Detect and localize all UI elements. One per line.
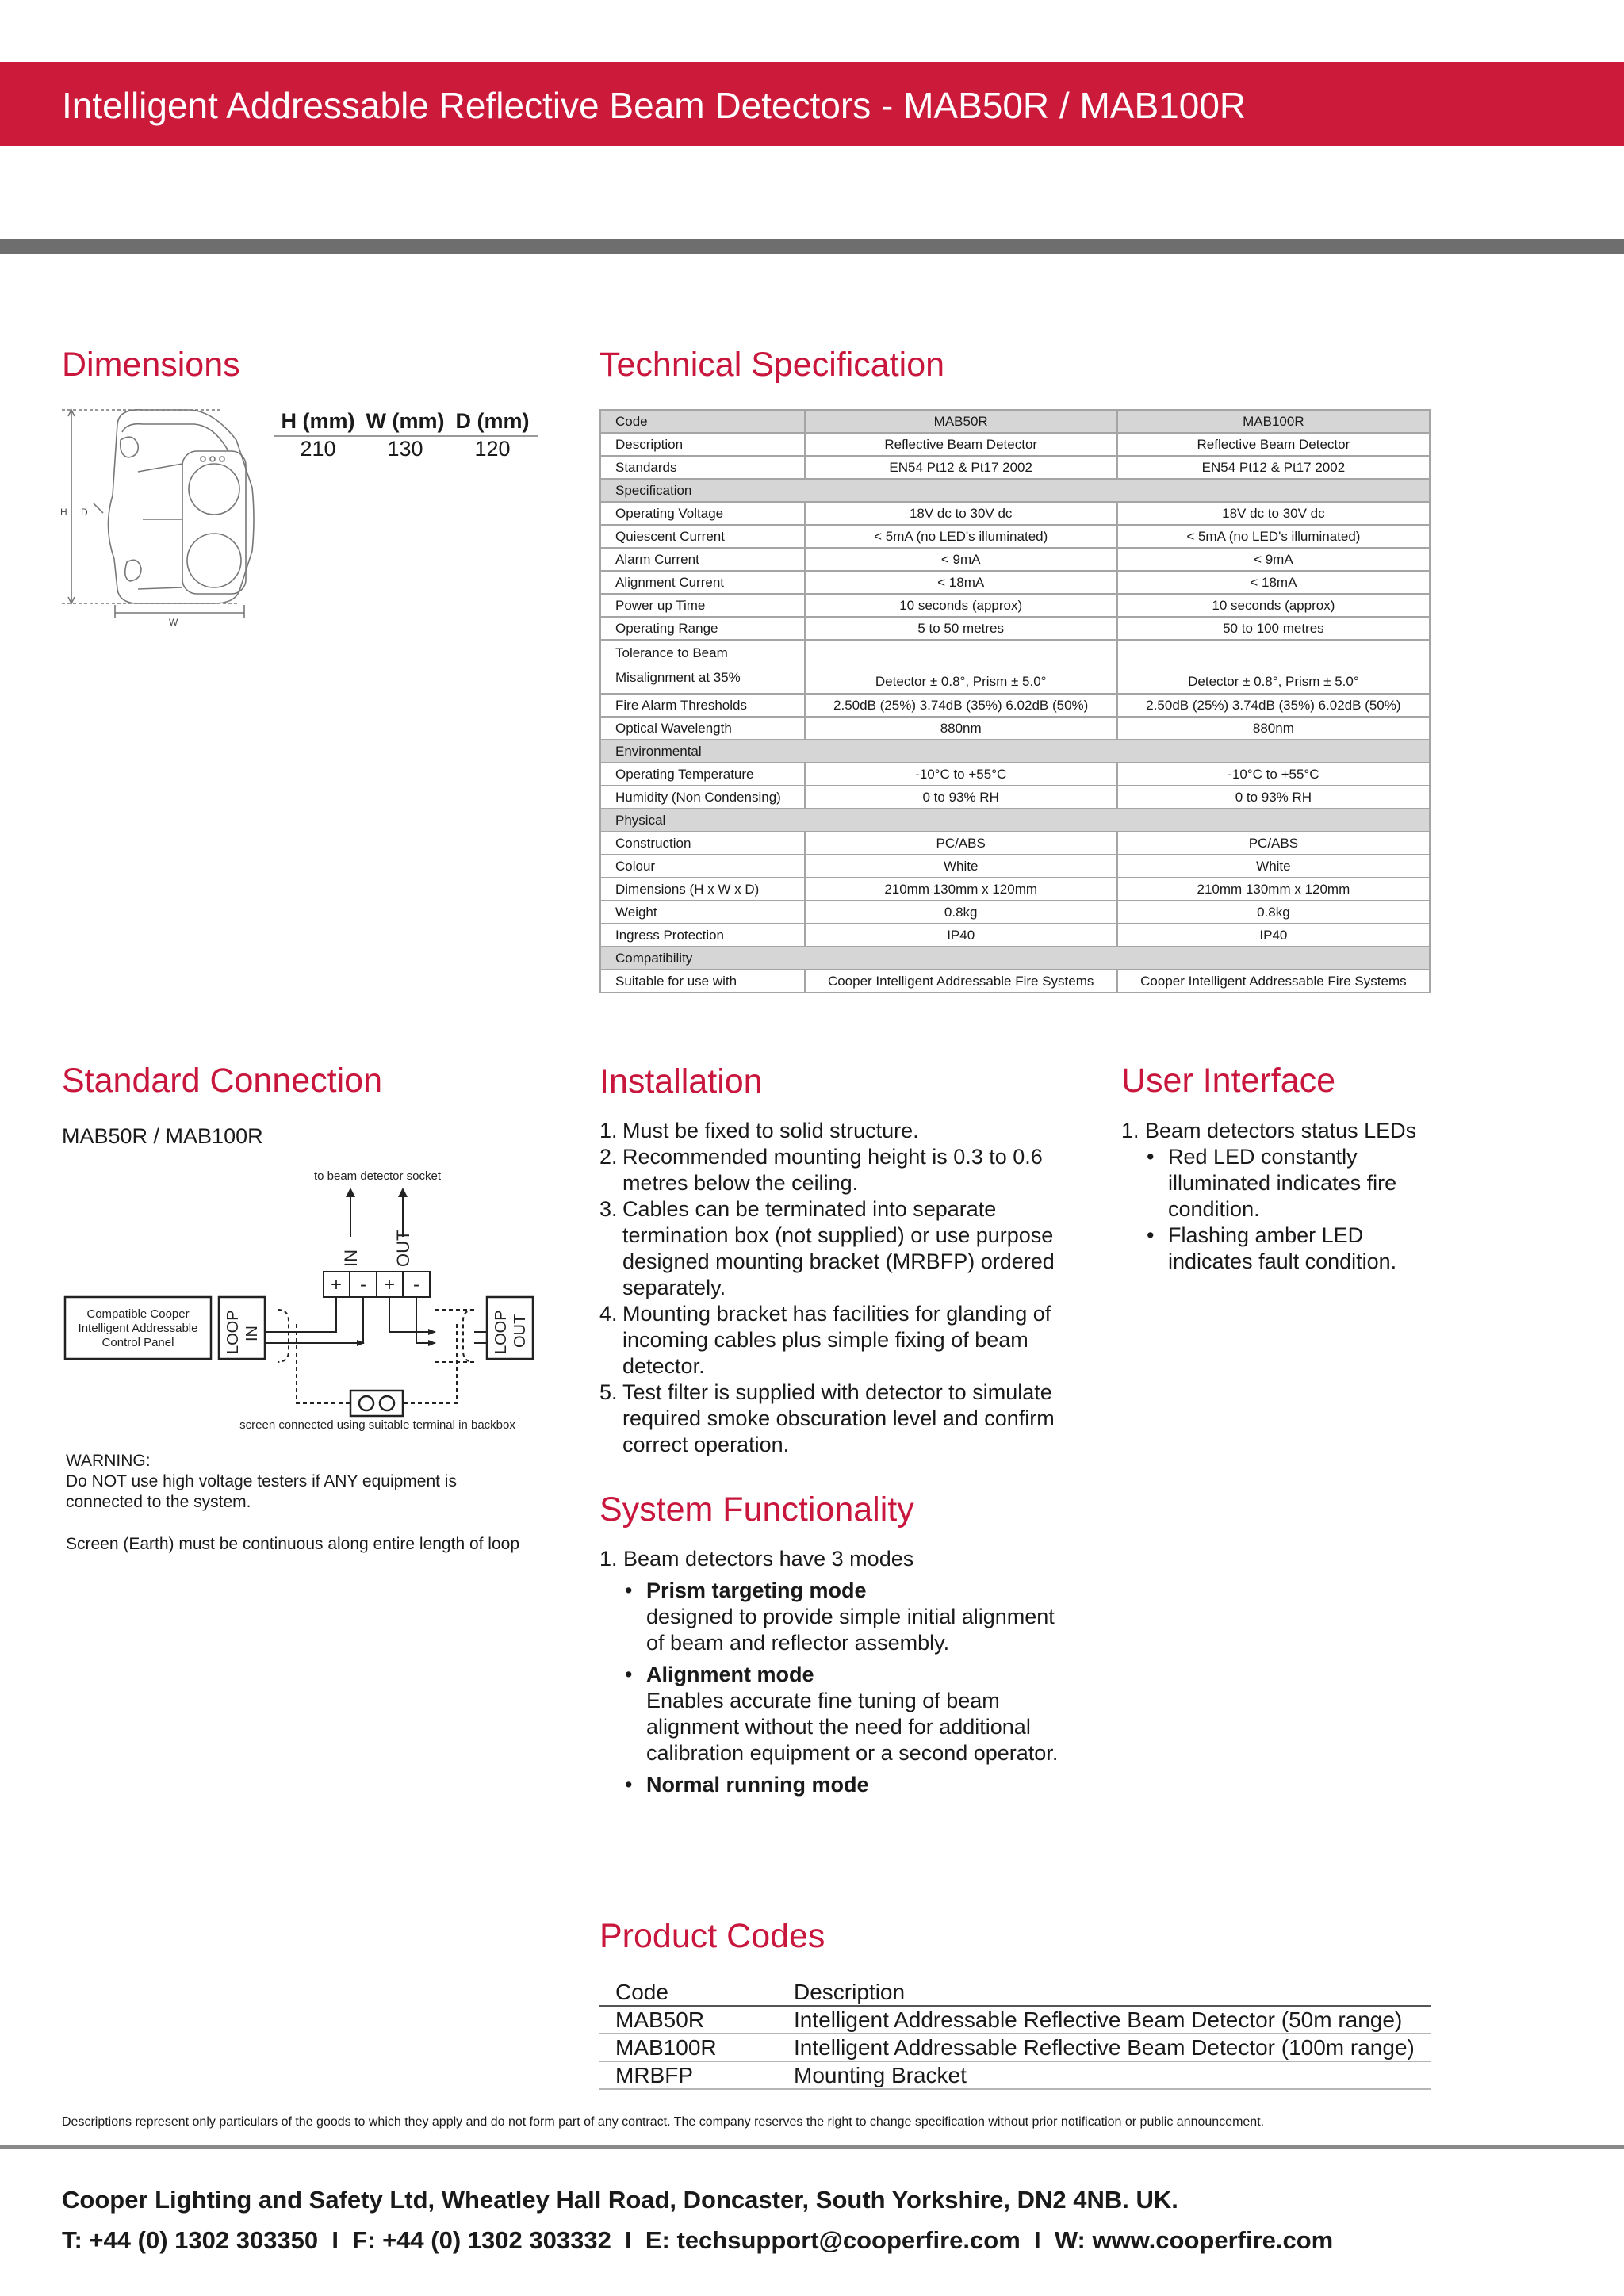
spec-label: Colour: [600, 855, 805, 878]
arrow-right-icon: [428, 1340, 436, 1346]
item-line: Cables can be terminated into separate: [622, 1197, 997, 1221]
warning-line: Do NOT use high voltage testers if ANY equipment is: [66, 1472, 457, 1490]
depth-label: D: [81, 507, 88, 518]
spec-row: [600, 717, 1430, 740]
spec-section-label: Specification: [600, 479, 1430, 502]
product-code: MAB50R: [599, 2006, 778, 2034]
spec-row: [600, 970, 1430, 993]
loop-in-label-2: IN: [243, 1326, 261, 1341]
loop-out-label-1: LOOP: [492, 1310, 510, 1354]
spec-value-mab100r: 0.8kg: [1117, 901, 1430, 924]
spec-row: [600, 740, 1430, 763]
spec-label: Standards: [600, 456, 805, 479]
lens-lower: [187, 534, 241, 587]
arrow-up-icon: [398, 1188, 408, 1197]
spec-value-mab50r: EN54 Pt12 & Pt17 2002: [805, 456, 1117, 479]
mode-name: • Normal running mode: [646, 1773, 869, 1797]
spec-value-mab50r: 2.50dB (25%) 3.74dB (35%) 6.02dB (50%): [805, 694, 1117, 717]
spec-label: Fire Alarm Thresholds: [600, 694, 805, 717]
spec-label: Construction: [600, 832, 805, 855]
spec-value-mab50r: MAB50R: [805, 410, 1117, 433]
title-banner: [0, 62, 1624, 146]
sys-item: 1. Beam detectors have 3 modes: [599, 1547, 914, 1571]
detector-face: [182, 451, 246, 594]
bullet-line: illuminated indicates fire: [1168, 1171, 1397, 1195]
socket-label: to beam detector socket: [313, 1169, 442, 1183]
tech-spec-heading: Technical Specification: [599, 346, 945, 384]
spec-value-mab50r: 0.8kg: [805, 901, 1117, 924]
spec-value-mab100r: 10 seconds (approx): [1117, 594, 1430, 617]
warning-line: connected to the system.: [66, 1493, 251, 1511]
bullet-line: • Red LED constantly: [1168, 1145, 1358, 1169]
terminal-minus-2: -: [413, 1274, 419, 1295]
spec-label: Operating Voltage: [600, 502, 805, 525]
spec-value-mab50r: IP40: [805, 924, 1117, 947]
item-line: Must be fixed to solid structure.: [622, 1119, 919, 1142]
spec-value-mab50r: 210mm 130mm x 120mm: [805, 878, 1117, 901]
spec-label-line: Tolerance to Beam: [615, 645, 728, 660]
cable-gland-in: [278, 1310, 289, 1362]
spec-value-mab50r: PC/ABS: [805, 832, 1117, 855]
spec-section-label: Physical: [600, 809, 1430, 832]
dim-value-w: 130: [387, 437, 423, 461]
bullet-line: • Flashing amber LED: [1168, 1223, 1364, 1247]
product-description: Intelligent Addressable Reflective Beam Detector (100m range): [778, 2034, 1431, 2061]
lens-upper: [189, 464, 239, 515]
spec-value-mab100r: White: [1117, 855, 1430, 878]
arrow-right-icon: [428, 1329, 436, 1335]
width-label: W: [169, 617, 178, 628]
item-number: 1.: [599, 1119, 618, 1142]
item-line: Recommended mounting height is 0.3 to 0.6: [622, 1145, 1043, 1169]
product-code: MAB100R: [599, 2034, 778, 2061]
in-label: IN: [341, 1249, 361, 1267]
spec-row: [600, 410, 1430, 433]
spec-value-mab50r: -10°C to +55°C: [805, 763, 1117, 786]
item-line: correct operation.: [622, 1433, 790, 1456]
spec-value-mab50r: 18V dc to 30V dc: [805, 502, 1117, 525]
item-number: 4.: [599, 1302, 618, 1326]
dim-header-d: D (mm): [455, 409, 530, 433]
item-line: incoming cables plus simple fixing of beam: [622, 1328, 1028, 1352]
product-description: Intelligent Addressable Reflective Beam Detector (50m range): [778, 2006, 1431, 2034]
wiring-diagram: [62, 1165, 538, 1435]
item-line: Test filter is supplied with detector to simulate: [622, 1380, 1052, 1404]
item-line: designed mounting bracket (MRBFP) ordered: [622, 1249, 1055, 1273]
bullet-line: indicates fault condition.: [1168, 1249, 1397, 1273]
installation-heading: Installation: [599, 1062, 763, 1100]
installation-item: [599, 1144, 1075, 1196]
loop-in-label-1: LOOP: [224, 1310, 242, 1354]
spec-label: Quiescent Current: [600, 525, 805, 548]
mode-line: Enables accurate fine tuning of beam: [646, 1689, 1000, 1712]
mode-line: alignment without the need for additional: [646, 1715, 1031, 1739]
spec-row: [600, 786, 1430, 809]
spec-label: Weight: [600, 901, 805, 924]
spec-label: Ingress Protection: [600, 924, 805, 947]
dimensions-heading: Dimensions: [62, 346, 240, 384]
panel-line-1: Compatible Cooper: [86, 1307, 190, 1321]
spec-value-mab100r: 50 to 100 metres: [1117, 617, 1430, 640]
spec-value-mab100r: 880nm: [1117, 717, 1430, 740]
spec-label: Alignment Current: [600, 571, 805, 594]
product-code-row: [599, 2006, 1431, 2034]
spec-label: Description: [600, 433, 805, 456]
mode-line: of beam and reflector assembly.: [646, 1631, 950, 1655]
spec-label: Humidity (Non Condensing): [600, 786, 805, 809]
spec-value-mab100r: 18V dc to 30V dc: [1117, 502, 1430, 525]
spec-value-mab50r: 0 to 93% RH: [805, 786, 1117, 809]
spec-row: [600, 525, 1430, 548]
spec-value-mab100r: 2.50dB (25%) 3.74dB (35%) 6.02dB (50%): [1117, 694, 1430, 717]
spec-row: [600, 694, 1430, 717]
spec-row: [600, 548, 1430, 571]
spec-row: [600, 456, 1430, 479]
out-label: OUT: [393, 1230, 413, 1267]
spec-label: Operating Temperature: [600, 763, 805, 786]
spec-row: [600, 878, 1430, 901]
dim-header-w: W (mm): [366, 409, 445, 433]
product-code-row: [599, 2061, 1431, 2089]
spec-value-mab100r: Detector ± 0.8°, Prism ± 5.0°: [1117, 640, 1430, 694]
spec-value-mab100r: EN54 Pt12 & Pt17 2002: [1117, 456, 1430, 479]
dim-value-d: 120: [474, 437, 511, 461]
mode-bullet: [623, 1772, 1091, 1798]
spec-value-mab100r: < 5mA (no LED's illuminated): [1117, 525, 1430, 548]
spec-value-mab100r: 210mm 130mm x 120mm: [1117, 878, 1430, 901]
spec-row: [600, 809, 1430, 832]
spec-row: [600, 617, 1430, 640]
connection-heading: Standard Connection: [62, 1062, 383, 1100]
ui-item: 1. Beam detectors status LEDs: [1121, 1119, 1417, 1142]
dimensions-table: [274, 409, 538, 461]
detector-dimension-drawing: [56, 400, 255, 630]
spec-value-mab100r: -10°C to +55°C: [1117, 763, 1430, 786]
spec-value-mab50r: < 18mA: [805, 571, 1117, 594]
spec-label: Alarm Current: [600, 548, 805, 571]
spec-value-mab50r: 5 to 50 metres: [805, 617, 1117, 640]
item-line: termination box (not supplied) or use purpose: [622, 1223, 1054, 1247]
screen-note: Screen (Earth) must be continuous along entire length of loop: [66, 1535, 520, 1553]
spec-row: [600, 832, 1430, 855]
product-description: Mounting Bracket: [778, 2061, 1431, 2089]
footer-rule: [0, 2145, 1624, 2149]
installation-item: [599, 1118, 1075, 1144]
terminal-plus-1: +: [330, 1274, 343, 1295]
spec-value-mab100r: MAB100R: [1117, 410, 1430, 433]
spec-row: [600, 433, 1430, 456]
terminal-plus-2: +: [383, 1274, 396, 1295]
spec-value-mab100r: 0 to 93% RH: [1117, 786, 1430, 809]
item-number: 3.: [599, 1197, 618, 1221]
footer-address: Cooper Lighting and Safety Ltd, Wheatley Hall Road, Doncaster, South Yorkshire, DN2 4NB. UK.: [62, 2186, 1178, 2214]
divider-bar: [0, 239, 1624, 254]
spec-row: [600, 571, 1430, 594]
installation-item: [599, 1301, 1075, 1380]
loop-out-label-2: OUT: [511, 1314, 529, 1348]
spec-row: [600, 502, 1430, 525]
disclaimer: Descriptions represent only particulars of the goods to which they apply and do not form part of any contract. The company reserves the right to change specification without prior notification or public announcement.: [62, 2115, 1265, 2129]
spec-value-mab50r: < 9mA: [805, 548, 1117, 571]
height-label: H: [60, 507, 67, 518]
mode-line: designed to provide simple initial alignment: [646, 1605, 1055, 1628]
spec-label: Power up Time: [600, 594, 805, 617]
codes-header-code: Code: [599, 1979, 778, 2006]
ui-bullet: [1145, 1144, 1454, 1223]
spec-value-mab50r: 10 seconds (approx): [805, 594, 1117, 617]
user-interface-list: [1121, 1118, 1454, 1275]
item-line: separately.: [622, 1276, 726, 1299]
item-number: 2.: [599, 1145, 618, 1169]
product-code: MRBFP: [599, 2061, 778, 2089]
spec-row: [600, 594, 1430, 617]
spec-value-mab100r: < 18mA: [1117, 571, 1430, 594]
arrow-up-icon: [346, 1188, 355, 1197]
spec-label: Operating Range: [600, 617, 805, 640]
spec-label: [600, 640, 805, 694]
spec-row: [600, 640, 1430, 694]
spec-label: Dimensions (H x W x D): [600, 878, 805, 901]
mode-line: calibration equipment or a second operator.: [646, 1741, 1059, 1765]
codes-header-desc: Description: [778, 1979, 1431, 2006]
spec-label-line: Misalignment at 35%: [615, 670, 741, 685]
tech-spec-table: [599, 409, 1431, 993]
screen-label: screen connected using suitable terminal in backbox: [239, 1418, 515, 1432]
product-codes-table: [599, 1979, 1431, 2090]
product-code-row: [599, 2034, 1431, 2061]
installation-item: [599, 1380, 1075, 1458]
ui-bullet: [1145, 1223, 1454, 1275]
item-line: metres below the ceiling.: [622, 1171, 859, 1195]
spec-row: [600, 947, 1430, 970]
dim-value-h: 210: [300, 437, 336, 461]
codes-header-row: [599, 1979, 1431, 2006]
item-line: detector.: [622, 1354, 705, 1378]
footer-contact: T: +44 (0) 1302 303350 I F: +44 (0) 1302 303332 I E: techsupport@cooperfire.com I W: www.cooperfire.com: [62, 2226, 1334, 2254]
user-interface-heading: User Interface: [1121, 1062, 1336, 1100]
spec-label: Optical Wavelength: [600, 717, 805, 740]
product-codes-heading: Product Codes: [599, 1917, 825, 1955]
spec-label: Suitable for use with: [600, 970, 805, 993]
spec-label: Code: [600, 410, 805, 433]
connection-subtitle: MAB50R / MAB100R: [62, 1124, 263, 1148]
system-functionality-heading: System Functionality: [599, 1490, 914, 1529]
spec-value-mab50r: White: [805, 855, 1117, 878]
spec-row: [600, 763, 1430, 786]
spec-value-mab100r: < 9mA: [1117, 548, 1430, 571]
mode-bullet: [623, 1578, 1091, 1656]
installation-list: [599, 1118, 1075, 1458]
spec-section-label: Environmental: [600, 740, 1430, 763]
terminal-minus-1: -: [360, 1274, 366, 1295]
item-line: Mounting bracket has facilities for glanding of: [622, 1302, 1051, 1326]
mode-name: • Alignment mode: [646, 1663, 814, 1686]
spec-value-mab100r: IP40: [1117, 924, 1430, 947]
spec-value-mab50r: Reflective Beam Detector: [805, 433, 1117, 456]
item-line: required smoke obscuration level and confirm: [622, 1406, 1055, 1430]
spec-value-mab50r: Detector ± 0.8°, Prism ± 5.0°: [805, 640, 1117, 694]
dim-header-h: H (mm): [281, 409, 355, 433]
panel-line-2: Intelligent Addressable: [78, 1322, 198, 1335]
cable-gland-out: [463, 1310, 474, 1362]
spec-value-mab50r: 880nm: [805, 717, 1117, 740]
mode-bullet: [623, 1662, 1091, 1766]
item-number: 5.: [599, 1380, 618, 1404]
spec-row: [600, 901, 1430, 924]
spec-value-mab100r: Cooper Intelligent Addressable Fire Systems: [1117, 970, 1430, 993]
bullet-line: condition.: [1168, 1197, 1260, 1221]
system-functionality-list: [599, 1546, 1091, 1798]
spec-value-mab100r: PC/ABS: [1117, 832, 1430, 855]
spec-section-label: Compatibility: [600, 947, 1430, 970]
warning-text: [66, 1451, 457, 1513]
spec-value-mab50r: Cooper Intelligent Addressable Fire Systems: [805, 970, 1117, 993]
spec-value-mab100r: Reflective Beam Detector: [1117, 433, 1430, 456]
page-title: Intelligent Addressable Reflective Beam Detectors - MAB50R / MAB100R: [62, 85, 1247, 126]
spec-value-mab50r: < 5mA (no LED's illuminated): [805, 525, 1117, 548]
spec-row: [600, 479, 1430, 502]
spec-row: [600, 855, 1430, 878]
installation-item: [599, 1196, 1075, 1301]
mode-name: • Prism targeting mode: [646, 1578, 867, 1602]
panel-line-3: Control Panel: [102, 1336, 174, 1349]
warning-line: WARNING:: [66, 1452, 151, 1470]
spec-row: [600, 924, 1430, 947]
